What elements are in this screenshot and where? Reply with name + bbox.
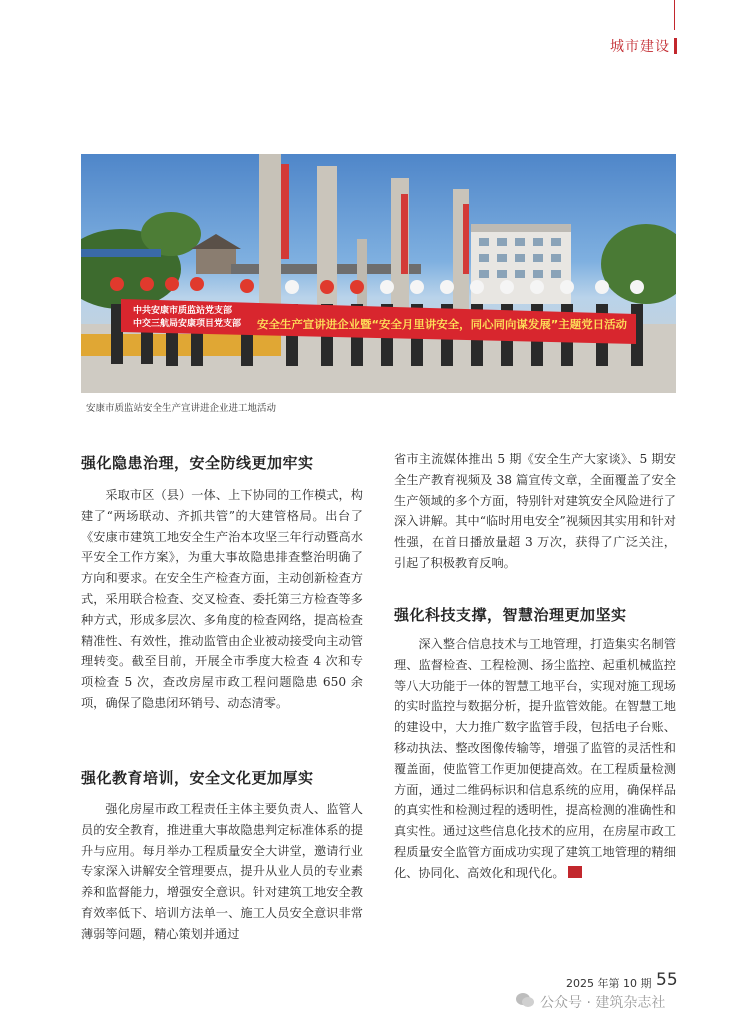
watermark xyxy=(516,992,665,1012)
section-1-paragraph: 采取市区（县）一体、上下协同的工作模式，构建了“两场联动、齐抓共管”的大建管格局。出台了《安康市建筑工地安全生产治本攻坚三年行动暨高水平安全工作方案》，为重大事故隐患排查整治明确了方向和要求。在安全生产检查方面，主动创新检查方式，采用联合检查、交叉检查、委托第三方检查等多种方式，形成多层次、多角度的检查网络，提高检查精准性、有效性，推动监管由企业被动接受向主动管理转变。截至目前，开展全市季度大检查 4 次和专项检查 5 次，查改房屋市政工程问题隐患 650 余项，确保了隐患闭环销号、动态清零。 xyxy=(81,488,363,710)
section-2-heading: 强化教育培训，安全文化更加厚实 xyxy=(81,769,314,787)
wechat-icon xyxy=(516,992,534,1012)
section-3-paragraph xyxy=(394,634,676,884)
photo-illustration xyxy=(81,154,676,393)
event-photo xyxy=(81,154,676,393)
section-1-heading: 强化隐患治理，安全防线更加牢实 xyxy=(81,454,314,472)
section-3-paragraph-text: 深入整合信息技术与工地管理，打造集实名制管理、监督检查、工程检测、扬尘监控、起重机械监控等八大功能于一体的智慧工地平台，实现对施工现场的实时监控与数据分析，提升监管效能。在智慧工地的建设中，大力推广数字监管手段，包括电子台账、移动执法、整改图像传输等，增强了监管的灵活性和覆盖面，使监管工作更加便捷高效。在工程质量检测方面，通过二维码标识和信息系统的应用，确保样品的真实性和检测过程的透明性，提高检测的准确性和真实性。通过这些信息化技术的应用，在房屋市政工程质量安全监管方面成功实现了建筑工地管理的精细化、协同化、高效化和现代化。 xyxy=(394,637,676,880)
article-end-icon xyxy=(568,866,582,878)
section-tag-marker xyxy=(674,38,677,54)
watermark-text: 公众号 · 建筑杂志社 xyxy=(540,995,666,1011)
banner-title: 安全生产宣讲进企业暨“安全月里讲安全，同心同向谋发展”主题党日活动 xyxy=(257,318,613,331)
section-2-paragraph-1: 强化房屋市政工程责任主体主要负责人、监管人员的安全教育，推进重大事故隐患判定标准体系的提升与应用。每月举办工程质量安全大讲堂，邀请行业专家深入讲解安全管理要点，提升从业人员的专业素养和监督能力，增强安全意识。针对建筑工地安全教育效率低下、培训方法单一、施工人员安全意识非常薄弱等问题，精心策划并通过 xyxy=(81,802,363,941)
section-tag: 城市建设 xyxy=(610,39,670,55)
page-number: 55 xyxy=(656,970,678,990)
section-2-paragraph-2: 省市主流媒体推出 5 期《安全生产大家谈》、5 期安全生产教育视频及 38 篇宣传文章，全面覆盖了安全生产领域的多个方面，特别针对建筑安全风险进行了深入讲解。其中“临时用电安全”视频因其实用和针对性强，在首日播放量超 3 万次，获得了广泛关注，引起了积极教育反响。 xyxy=(394,452,676,570)
photo-caption: 安康市质监站安全生产宣讲进企业进工地活动 xyxy=(86,403,277,414)
header-rule xyxy=(674,0,675,30)
issue-label: 2025 年第 10 期 xyxy=(566,977,652,990)
section-3-heading: 强化科技支撑，智慧治理更加坚实 xyxy=(394,606,627,624)
banner-left-line2: 中交三航局安康项目党支部 xyxy=(133,319,242,329)
banner-left-line1: 中共安康市质监站党支部 xyxy=(133,306,233,316)
